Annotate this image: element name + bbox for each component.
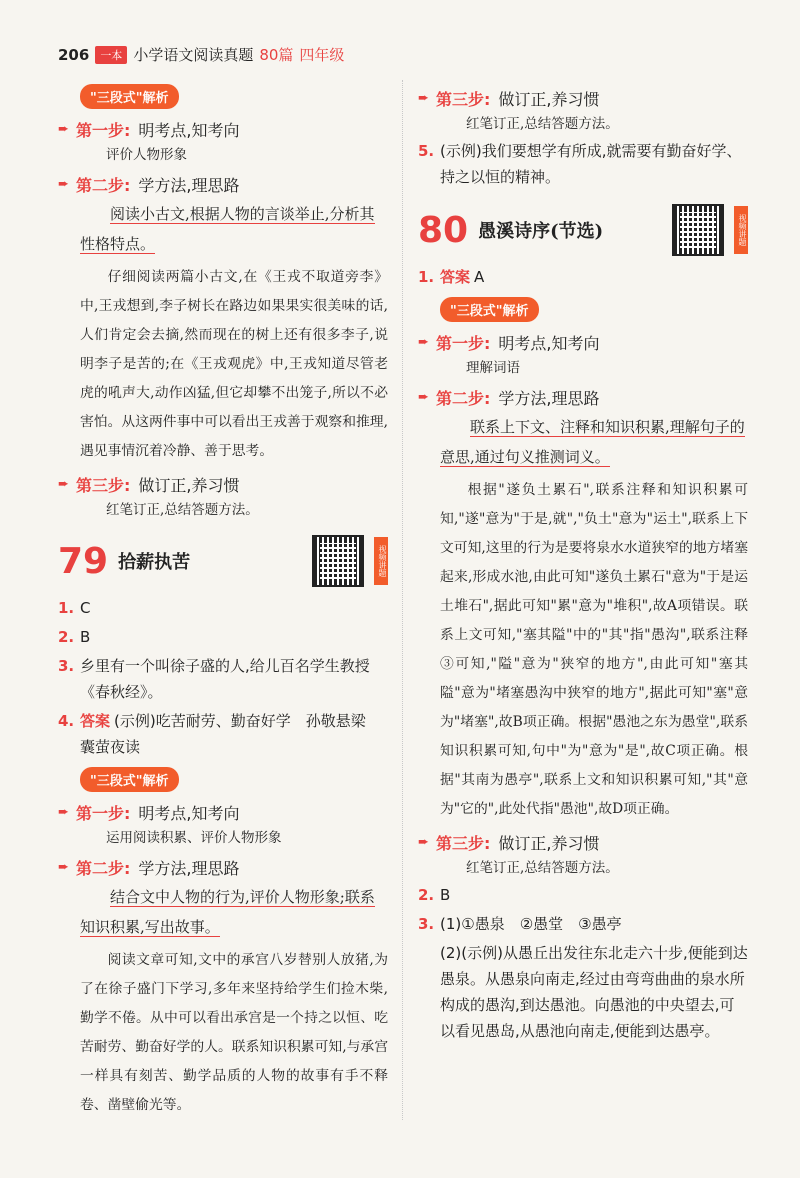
arrow-icon: ➨ xyxy=(418,91,429,106)
answer-1: 1. C xyxy=(58,599,91,617)
step-2: ➨ 第二步: 学方法,理思路 xyxy=(58,176,240,195)
step-2: ➨ 第二步: 学方法,理思路 xyxy=(418,389,600,408)
analysis-pill: "三段式"解析 xyxy=(440,297,539,322)
answer-4: 4. 答案 (示例)吃苦耐劳、勤奋好学 孙敬悬梁 囊萤夜读 xyxy=(58,712,381,756)
section-name: 拾薪执苦 xyxy=(118,552,191,573)
step-2-key: 结合文中人物的行为,评价人物形象;联系知识积累,写出故事。 xyxy=(80,888,375,936)
page-number: 206 xyxy=(58,45,90,64)
column-divider xyxy=(402,80,403,1120)
answer-1: 1. 答案 A xyxy=(418,268,485,286)
step-3-sub: 红笔订正,总结答题方法。 xyxy=(466,116,619,132)
step-2-body: 阅读文章可知,文中的承宫八岁替别人放猪,为了在徐子盛门下学习,多年来坚持给学生们捡木柴,勤学不倦。从中可以看出承宫是一个持之以恒、吃苦耐劳、勤奋好学的人。联系知识积累可知,与承宫一样具有刻苦、勤学品质的人物的故事有手不释卷、凿壁偷光等。 xyxy=(80,952,388,1113)
section-number: 79 xyxy=(58,540,109,582)
video-tag: 视频讲题 xyxy=(734,206,748,254)
answer-3: 3. (1)①愚泉 ②愚堂 ③愚亭 xyxy=(418,915,622,933)
section-number: 80 xyxy=(418,209,469,251)
arrow-icon: ➨ xyxy=(418,390,429,405)
answer-2: 2. B xyxy=(58,628,91,646)
arrow-icon: ➨ xyxy=(58,122,69,137)
arrow-icon: ➨ xyxy=(58,805,69,820)
step-2-key: 阅读小古文,根据人物的言谈举止,分析其性格特点。 xyxy=(80,205,375,253)
qr-code-icon[interactable] xyxy=(672,204,724,256)
answer-3: 3. 乡里有一个叫徐子盛的人,给儿百名学生教授《春秋经》。 xyxy=(58,657,370,701)
step-1: ➨ 第一步: 明考点,知考向 xyxy=(418,334,600,353)
step-2-body: 根据"遂负土累石",联系注释和知识积累可知,"遂"意为"于是,就","负土"意为"运土",联系上下文可知,这里的行为是要将泉水水道狭窄的地方堵塞起来,形成水池,由此可知"遂负土累石"意为"于是运土堆石",据此可知"累"意为"堆积",故A项错误。联系上文可知,"塞其隘"中的"其"指"愚沟",联系注释③可知,"隘"意为"狭窄的地方",由此可知"塞其隘"意为"堵塞愚沟中狭窄的地方",据此可知"塞"意为"堵塞",故B项正确。根据"愚池之东为愚堂",联系知识积累可知,句中"为"意为"是",故C项正确。根据"其南为愚亭",联系上文和知识积累可知,"其"意为"它的",此处代指"愚池",故D项正确。 xyxy=(440,482,748,817)
page-header xyxy=(58,44,344,65)
step-3-sub: 红笔订正,总结答题方法。 xyxy=(106,502,259,518)
analysis-pill: "三段式"解析 xyxy=(80,84,179,109)
step-2-body: 仔细阅读两篇小古文,在《王戎不取道旁李》中,王戎想到,李子树长在路边如果果实很美味的话,人们肯定会去摘,然而现在的树上还有很多李子,说明李子是苦的;在《王戎观虎》中,王戎知道尽管老虎的吼声大,动作凶猛,但它却攀不出笼子,所以不必害怕。从这两件事中可以看出王戎善于观察和推理,遇见事情沉着冷静、善于思考。 xyxy=(80,269,388,459)
book-count: 80篇 xyxy=(259,46,294,64)
step-3: ➨ 第三步: 做订正,养习惯 xyxy=(418,834,600,853)
answer-2: 2. B xyxy=(418,886,451,904)
book-grade: 四年级 xyxy=(299,46,345,64)
arrow-icon: ➨ xyxy=(58,860,69,875)
section-name: 愚溪诗序(节选) xyxy=(478,221,604,242)
section-79-title xyxy=(58,535,388,587)
answer-3-part-2: (2)(示例)从愚丘出发往东北走六十步,便能到达愚泉。从愚泉向南走,经过由弯弯曲曲的泉水所构成的愚沟,到达愚池。向愚池的中央望去,可以看见愚岛,从愚池向南走,便能到达愚亭。 xyxy=(440,944,748,1040)
book-title: 小学语文阅读真题 xyxy=(133,46,254,64)
step-1: ➨ 第一步: 明考点,知考向 xyxy=(58,121,240,140)
step-1: ➨ 第一步: 明考点,知考向 xyxy=(58,804,240,823)
step-1-sub: 运用阅读积累、评价人物形象 xyxy=(106,830,282,846)
step-1-sub: 理解词语 xyxy=(466,360,520,376)
answer-5: 5. (示例)我们要想学有所成,就需要有勤奋好学、持之以恒的精神。 xyxy=(418,142,742,186)
step-1-sub: 评价人物形象 xyxy=(106,147,187,163)
step-2-key: 联系上下文、注释和知识积累,理解句子的意思,通过句义推测词义。 xyxy=(440,418,745,466)
brand-logo: 一本 xyxy=(95,46,127,64)
video-tag: 视频讲题 xyxy=(374,537,388,585)
right-column xyxy=(418,80,748,1047)
section-80-title xyxy=(418,204,748,256)
analysis-pill: "三段式"解析 xyxy=(80,767,179,792)
arrow-icon: ➨ xyxy=(58,177,69,192)
step-3: ➨ 第三步: 做订正,养习惯 xyxy=(418,90,600,109)
qr-code-icon[interactable] xyxy=(312,535,364,587)
step-3-sub: 红笔订正,总结答题方法。 xyxy=(466,860,619,876)
arrow-icon: ➨ xyxy=(418,335,429,350)
arrow-icon: ➨ xyxy=(418,835,429,850)
step-3: ➨ 第三步: 做订正,养习惯 xyxy=(58,476,240,495)
left-column xyxy=(58,80,388,1124)
step-2: ➨ 第二步: 学方法,理思路 xyxy=(58,859,240,878)
arrow-icon: ➨ xyxy=(58,477,69,492)
